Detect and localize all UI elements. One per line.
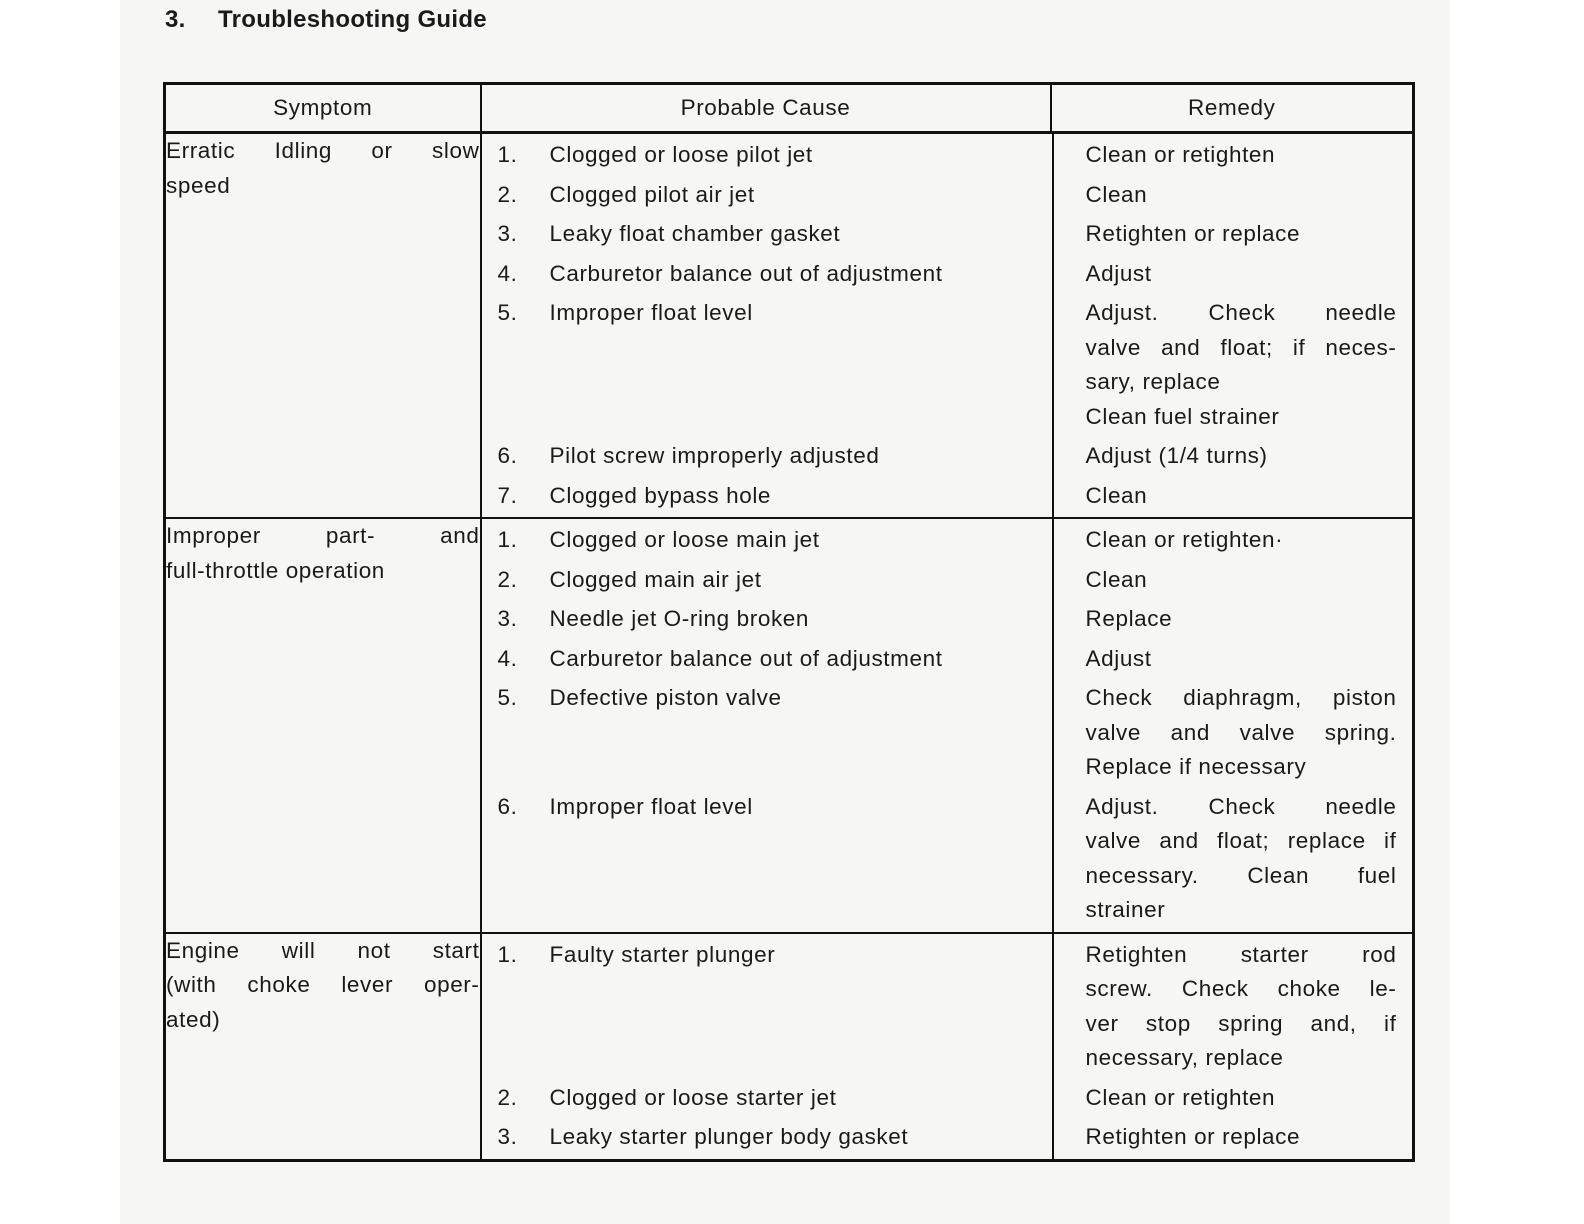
cause-number: 1. bbox=[497, 142, 518, 167]
symptom-cell bbox=[165, 133, 481, 519]
cause-remedy-row bbox=[482, 642, 1413, 677]
probable-cause bbox=[482, 217, 1052, 252]
remedy-line: ver stop spring and, if bbox=[1085, 1010, 1397, 1036]
symptom-cell bbox=[165, 933, 481, 1161]
cause-remedy-row bbox=[482, 257, 1413, 292]
cause-text: Clogged or loose starter jet bbox=[549, 1084, 837, 1110]
section-number: 3. bbox=[165, 6, 186, 33]
cause-remedy-cell bbox=[481, 518, 1414, 933]
remedy bbox=[1052, 217, 1415, 252]
remedy-line: Retighten or replace bbox=[1085, 1124, 1301, 1149]
remedy-line: Clean bbox=[1085, 566, 1148, 592]
cause-text: Faulty starter plunger bbox=[549, 941, 776, 967]
probable-cause bbox=[482, 563, 1052, 598]
cause-remedy-row bbox=[482, 602, 1413, 637]
symptom-line: ated) bbox=[166, 1006, 221, 1032]
remedy-line: Clean or retighten bbox=[1085, 142, 1276, 167]
cause-number: 7. bbox=[497, 482, 518, 508]
cause-remedy-row bbox=[482, 523, 1413, 558]
cause-text: Improper float level bbox=[549, 793, 753, 819]
remedy-line: valve and float; if neces- bbox=[1085, 334, 1397, 360]
cause-text: Carburetor balance out of adjustment bbox=[549, 645, 943, 671]
cause-text: Clogged bypass hole bbox=[549, 482, 772, 508]
cause-remedy-row bbox=[482, 563, 1413, 598]
cause-number: 4. bbox=[497, 645, 518, 671]
remedy bbox=[1052, 681, 1415, 785]
cause-text: Clogged main air jet bbox=[549, 566, 762, 592]
probable-cause bbox=[482, 938, 1052, 1076]
cause-number: 3. bbox=[497, 221, 518, 246]
cause-remedy-row bbox=[482, 479, 1413, 514]
cause-number: 1. bbox=[497, 527, 518, 552]
cause-remedy-row bbox=[482, 938, 1413, 1076]
remedy bbox=[1052, 602, 1415, 637]
symptom-group-row bbox=[165, 133, 1414, 519]
symptom-cell bbox=[165, 518, 481, 933]
remedy bbox=[1052, 1081, 1415, 1116]
symptom-group-row bbox=[165, 933, 1414, 1161]
cause-number: 3. bbox=[497, 1124, 518, 1149]
header-symptom: Symptom bbox=[165, 84, 481, 133]
cause-remedy-row bbox=[482, 296, 1413, 434]
probable-cause bbox=[482, 602, 1052, 637]
table-body bbox=[165, 133, 1414, 1161]
probable-cause bbox=[482, 479, 1052, 514]
remedy-line: necessary, replace bbox=[1085, 1045, 1284, 1070]
remedy bbox=[1052, 790, 1415, 928]
cause-text: Leaky starter plunger body gasket bbox=[549, 1124, 909, 1149]
remedy-line: Adjust. Check needle bbox=[1085, 793, 1397, 819]
remedy bbox=[1052, 178, 1415, 213]
cause-text: Improper float level bbox=[549, 300, 753, 325]
symptom-line: Engine will not start bbox=[166, 937, 480, 963]
cause-number: 2. bbox=[497, 181, 518, 207]
remedy-line: Clean or retighten bbox=[1085, 1084, 1276, 1110]
cause-number: 3. bbox=[497, 606, 518, 631]
cause-text: Pilot screw improperly adjusted bbox=[549, 443, 880, 468]
cause-remedy-row bbox=[482, 790, 1413, 928]
cause-remedy-row bbox=[482, 217, 1413, 252]
cause-text: Carburetor balance out of adjustment bbox=[549, 260, 943, 286]
header-probable-cause: Probable Cause bbox=[481, 84, 1051, 133]
remedy-line: Replace if necessary bbox=[1085, 754, 1307, 779]
cause-text: Clogged pilot air jet bbox=[549, 181, 755, 207]
remedy-line: screw. Check choke le- bbox=[1085, 976, 1397, 1001]
remedy bbox=[1052, 138, 1415, 173]
remedy bbox=[1052, 938, 1415, 1076]
probable-cause bbox=[482, 439, 1052, 474]
remedy-line: Adjust. Check needle bbox=[1085, 300, 1397, 325]
probable-cause bbox=[482, 296, 1052, 434]
cause-text: Needle jet O-ring broken bbox=[549, 606, 810, 631]
probable-cause bbox=[482, 1120, 1052, 1155]
probable-cause bbox=[482, 642, 1052, 677]
remedy bbox=[1052, 1120, 1415, 1155]
cause-remedy-row bbox=[482, 1081, 1413, 1116]
cause-number: 4. bbox=[497, 260, 518, 286]
remedy-line: valve and valve spring. bbox=[1085, 719, 1397, 745]
remedy-line: Adjust (1/4 turns) bbox=[1085, 443, 1268, 468]
cause-number: 6. bbox=[497, 443, 518, 468]
cause-number: 5. bbox=[497, 685, 518, 710]
remedy bbox=[1052, 296, 1415, 434]
symptom-line: (with choke lever oper- bbox=[166, 972, 480, 997]
cause-text: Defective piston valve bbox=[549, 685, 782, 710]
cause-remedy-row bbox=[482, 178, 1413, 213]
cause-number: 2. bbox=[497, 566, 518, 592]
remedy-line: Adjust bbox=[1085, 260, 1152, 286]
cause-remedy-cell bbox=[481, 133, 1414, 519]
cause-number: 6. bbox=[497, 793, 518, 819]
remedy bbox=[1052, 479, 1415, 514]
remedy bbox=[1052, 257, 1415, 292]
remedy-line: necessary. Clean fuel bbox=[1085, 862, 1397, 888]
remedy-line: Clean fuel strainer bbox=[1085, 403, 1280, 429]
probable-cause bbox=[482, 790, 1052, 928]
cause-number: 1. bbox=[497, 941, 518, 967]
remedy bbox=[1052, 563, 1415, 598]
probable-cause bbox=[482, 681, 1052, 785]
table-header-row bbox=[165, 84, 1414, 133]
remedy bbox=[1052, 523, 1415, 558]
symptom-line: speed bbox=[166, 172, 231, 198]
cause-text: Clogged or loose main jet bbox=[549, 527, 820, 552]
remedy-line: Retighten or replace bbox=[1085, 221, 1301, 246]
symptom-line: Erratic Idling or slow bbox=[166, 138, 480, 163]
cause-number: 5. bbox=[497, 300, 518, 325]
remedy-line: sary, replace bbox=[1085, 369, 1221, 394]
remedy-line: strainer bbox=[1085, 897, 1166, 922]
cause-text: Clogged or loose pilot jet bbox=[549, 142, 813, 167]
section-heading bbox=[165, 6, 487, 34]
header-remedy: Remedy bbox=[1051, 84, 1414, 133]
remedy-line: Retighten starter rod bbox=[1085, 941, 1397, 967]
probable-cause bbox=[482, 257, 1052, 292]
remedy-line: Adjust bbox=[1085, 645, 1152, 671]
remedy bbox=[1052, 439, 1415, 474]
probable-cause bbox=[482, 523, 1052, 558]
remedy-line: valve and float; replace if bbox=[1085, 828, 1397, 853]
probable-cause bbox=[482, 1081, 1052, 1116]
remedy-line: Clean bbox=[1085, 181, 1148, 207]
symptom-group-row bbox=[165, 518, 1414, 933]
cause-remedy-row bbox=[482, 138, 1413, 173]
cause-remedy-row bbox=[482, 1120, 1413, 1155]
cause-number: 2. bbox=[497, 1084, 518, 1110]
symptom-line: full-throttle operation bbox=[166, 557, 385, 583]
cause-remedy-row bbox=[482, 439, 1413, 474]
symptom-line: Improper part- and bbox=[166, 523, 480, 548]
remedy-line: Clean bbox=[1085, 482, 1148, 508]
cause-remedy-cell bbox=[481, 933, 1414, 1161]
cause-remedy-row bbox=[482, 681, 1413, 785]
remedy-line: Replace bbox=[1085, 606, 1173, 631]
remedy-line: Clean or retighten· bbox=[1085, 527, 1284, 552]
probable-cause bbox=[482, 138, 1052, 173]
cause-text: Leaky float chamber gasket bbox=[549, 221, 841, 246]
probable-cause bbox=[482, 178, 1052, 213]
troubleshooting-table bbox=[163, 82, 1415, 1162]
section-title: Troubleshooting Guide bbox=[218, 6, 487, 33]
remedy-line: Check diaphragm, piston bbox=[1085, 685, 1397, 710]
remedy bbox=[1052, 642, 1415, 677]
